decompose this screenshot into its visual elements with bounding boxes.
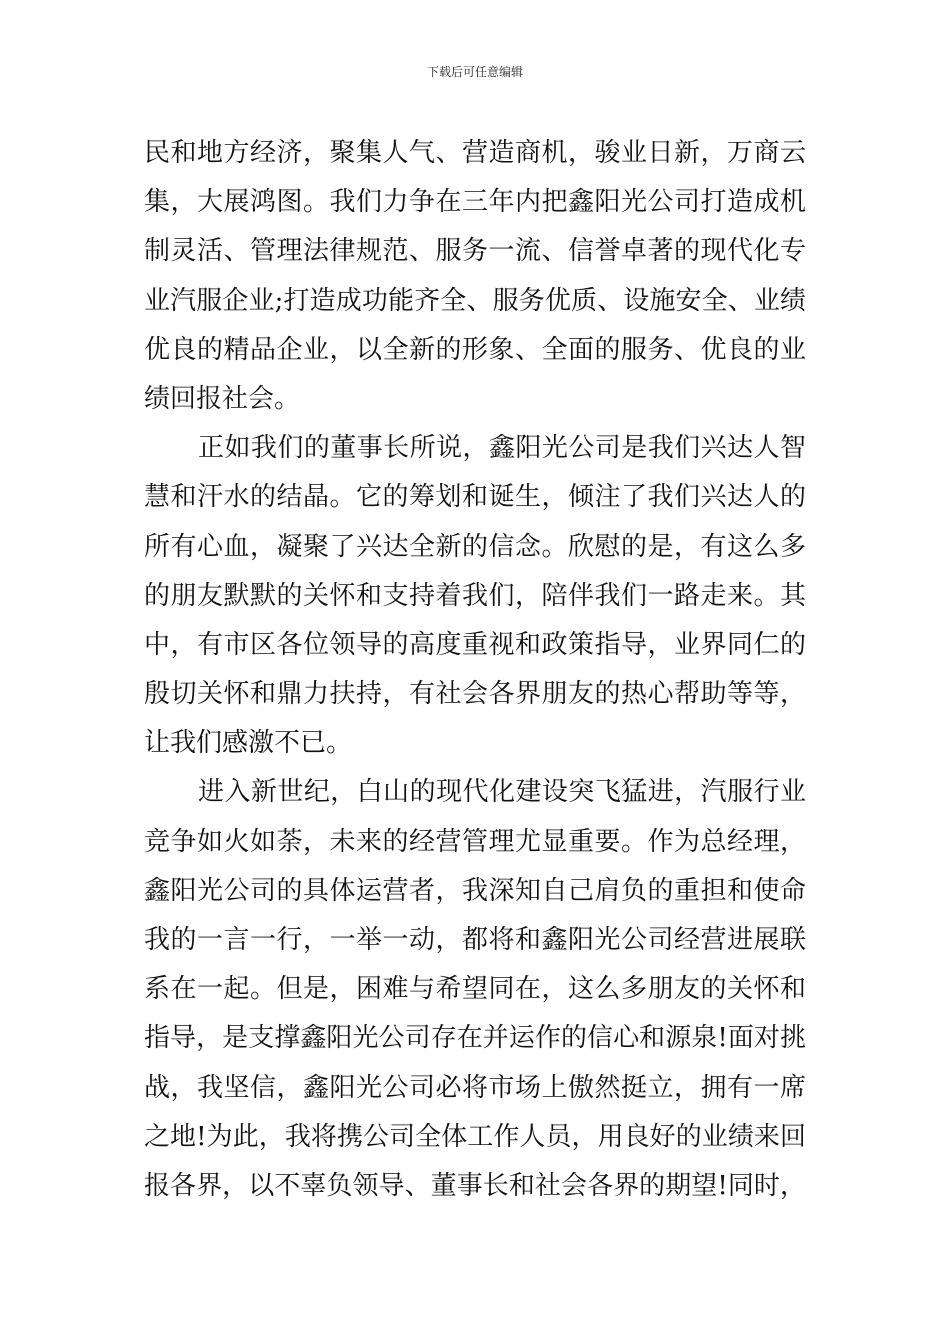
text-line: 指导，是支撑鑫阳光公司存在并运作的信心和源泉!面对挑 — [144, 1023, 806, 1054]
paragraph-2 — [144, 424, 806, 768]
document-body — [144, 129, 806, 1211]
text-line: 中，有市区各位领导的高度重视和政策指导，业界同仁的 — [144, 629, 806, 660]
text-line: 进入新世纪，白山的现代化建设突飞猛进，汽服行业 — [198, 777, 806, 808]
text-line: 所有心血，凝聚了兴达全新的信念。欣慰的是，有这么多 — [144, 531, 806, 562]
page-header: 下载后可任意编辑 — [426, 65, 523, 79]
text-line: 鑫阳光公司的具体运营者，我深知自己肩负的重担和使命 — [144, 875, 806, 906]
paragraph-1 — [144, 129, 806, 424]
text-line: 民和地方经济，聚集人气、营造商机，骏业日新，万商云 — [144, 138, 806, 168]
text-line: 集，大展鸿图。我们力争在三年内把鑫阳光公司打造成机 — [144, 187, 806, 218]
text-line: 的朋友默默的关怀和支持着我们，陪伴我们一路走来。其 — [144, 580, 806, 611]
text-line: 报各界，以不辜负领导、董事长和社会各界的期望!同时， — [144, 1170, 806, 1201]
text-line: 业汽服企业;打造成功能齐全、服务优质、设施安全、业绩 — [144, 285, 806, 316]
text-line: 优良的精品企业，以全新的形象、全面的服务、优良的业 — [144, 334, 806, 365]
text-line: 之地!为此，我将携公司全体工作人员，用良好的业绩来回 — [144, 1121, 806, 1152]
text-line: 系在一起。但是，困难与希望同在，这么多朋友的关怀和 — [144, 974, 806, 1005]
text-line: 制灵活、管理法律规范、服务一流、信誉卓著的现代化专 — [144, 236, 806, 267]
text-line: 战，我坚信，鑫阳光公司必将市场上傲然挺立，拥有一席 — [144, 1072, 806, 1103]
paragraph-3 — [144, 768, 806, 1211]
text-line: 竞争如火如荼，未来的经营管理尤显重要。作为总经理， — [144, 826, 806, 857]
text-line: 殷切关怀和鼎力扶持，有社会各界朋友的热心帮助等等， — [144, 679, 806, 710]
text-line: 慧和汗水的结晶。它的筹划和诞生，倾注了我们兴达人的 — [144, 482, 806, 513]
text-line: 我的一言一行，一举一动，都将和鑫阳光公司经营进展联 — [144, 925, 806, 955]
text-line: 让我们感激不已。 — [144, 728, 353, 759]
text-line: 正如我们的董事长所说，鑫阳光公司是我们兴达人智 — [198, 433, 806, 464]
text-line: 绩回报社会。 — [144, 383, 301, 414]
